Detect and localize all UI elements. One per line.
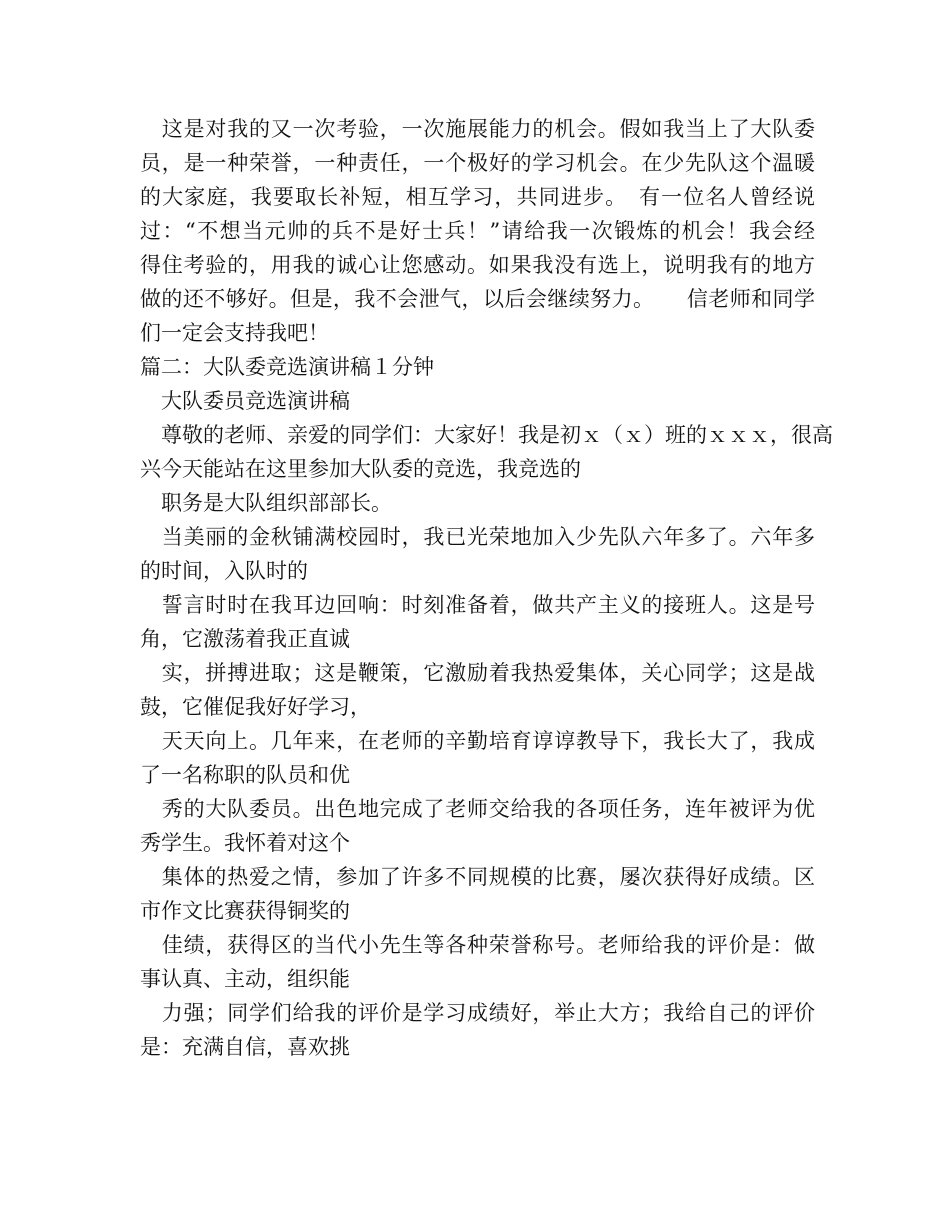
text-line: 们一定会支持我吧！ <box>140 321 329 345</box>
text-line: 员，是一种荣誉，一种责任，一个极好的学习机会。在少先队这个温暖 <box>140 151 815 175</box>
text-line: 天天向上。几年来，在老师的辛勤培育谆谆教导下，我长大了，我成 <box>140 729 815 753</box>
text-line: 誓言时时在我耳边回响：时刻准备着，做共产主义的接班人。这是号 <box>140 593 815 617</box>
text-line: 做的还不够好。但是，我不会泄气，以后会继续努力。 信老师和同学 <box>140 287 815 311</box>
text-line: 秀的大队委员。出色地完成了老师交给我的各项任务，连年被评为优 <box>140 797 815 821</box>
text-line: 力强；同学们给我的评价是学习成绩好，举止大方；我给自己的评价 <box>140 1001 815 1025</box>
text-line: 篇二：大队委竞选演讲稿１分钟 <box>140 355 434 379</box>
document-body <box>140 112 833 1064</box>
text-line: 当美丽的金秋铺满校园时，我已光荣地加入少先队六年多了。六年多 <box>140 525 815 549</box>
text-line: 职务是大队组织部部长。 <box>140 491 392 515</box>
text-line: 这是对我的又一次考验，一次施展能力的机会。假如我当上了大队委 <box>140 117 815 141</box>
text-line: 秀学生。我怀着对这个 <box>140 831 350 855</box>
text-line: 尊敬的老师、亲爱的同学们：大家好！我是初ｘ（ｘ）班的ｘｘｘ，很高 <box>140 423 833 447</box>
text-line: 是：充满自信，喜欢挑 <box>140 1035 350 1059</box>
text-line: 角，它激荡着我正直诚 <box>140 627 350 651</box>
text-line: 得住考验的，用我的诚心让您感动。如果我没有选上，说明我有的地方 <box>140 253 815 277</box>
text-line: 鼓，它催促我好好学习， <box>140 695 371 719</box>
text-line: 大队委员竞选演讲稿 <box>140 389 350 413</box>
text-line: 佳绩，获得区的当代小先生等各种荣誉称号。老师给我的评价是：做 <box>140 933 815 957</box>
text-line: 集体的热爱之情，参加了许多不同规模的比赛，屡次获得好成绩。区 <box>140 865 815 889</box>
text-line: 了一名称职的队员和优 <box>140 763 350 787</box>
text-line: 市作文比赛获得铜奖的 <box>140 899 350 923</box>
text-line: 的时间，入队时的 <box>140 559 308 583</box>
text-line: 过：“不想当元帅的兵不是好士兵！”请给我一次锻炼的机会！我会经 <box>140 219 815 243</box>
text-line: 实，拼搏进取；这是鞭策，它激励着我热爱集体，关心同学；这是战 <box>140 661 815 685</box>
text-line: 的大家庭，我要取长补短，相互学习，共同进步。 有一位名人曾经说 <box>140 185 815 209</box>
text-line: 事认真、主动，组织能 <box>140 967 350 991</box>
text-line: 兴今天能站在这里参加大队委的竞选，我竞选的 <box>140 457 581 481</box>
